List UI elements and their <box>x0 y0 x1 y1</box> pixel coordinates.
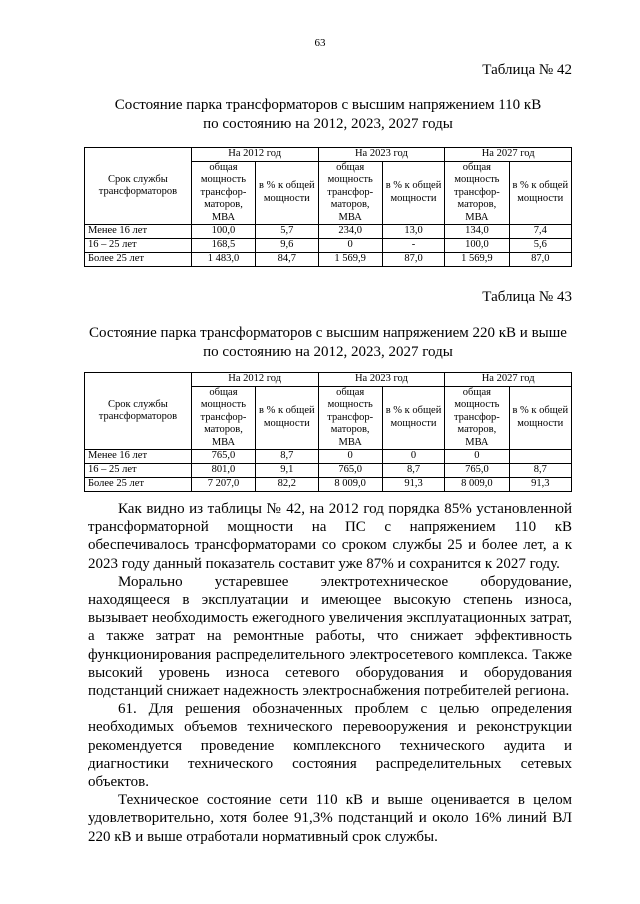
table-cell: 8,7 <box>509 464 571 478</box>
table-cell: 1 483,0 <box>191 253 255 267</box>
subheader-percent: в % к общей мощности <box>509 386 571 450</box>
table-row <box>85 225 572 239</box>
table-cell: 765,0 <box>191 450 255 464</box>
table-row <box>85 450 572 464</box>
page-number: 63 <box>314 37 326 49</box>
row-label: 16 – 25 лет <box>85 239 192 253</box>
table-43-label: Таблица № 43 <box>482 289 572 305</box>
table-cell: 0 <box>382 450 444 464</box>
column-header-2027: На 2027 год <box>445 148 572 162</box>
table-cell: 100,0 <box>445 239 509 253</box>
table-cell: 7 207,0 <box>191 478 255 492</box>
paragraph: Морально устаревшее электротехническое оборудование, находящееся в эксплуатации и имеющее высокую степень износа, вызывает необходимость ежегодного увеличения эксплуатационных затрат, а также затрат на ремонтные работы, что снижает эффективность функционирования распределительного электросетевого комплекса. Также высокий уровень износа сетевого оборудования и оборудования подстанций снижает надежность электроснабжения потребителей региона. <box>88 573 572 700</box>
row-label: Более 25 лет <box>85 253 192 267</box>
table-cell: 801,0 <box>191 464 255 478</box>
table-43 <box>84 372 572 492</box>
subheader-capacity: общая мощность трансфор- маторов, МВА <box>191 386 255 450</box>
paragraph: Техническое состояние сети 110 кВ и выше оценивается в целом удовлетворительно, хотя более 91,3% подстанций и около 16% линий ВЛ 220 кВ и выше отработали нормативный срок службы. <box>88 792 572 845</box>
column-header-term: Срок службы трансформаторов <box>85 148 192 225</box>
table-cell: 168,5 <box>191 239 255 253</box>
table-cell: 0 <box>318 239 382 253</box>
column-header-2027: На 2027 год <box>445 373 572 387</box>
table-cell: 0 <box>445 450 509 464</box>
table-42 <box>84 147 572 267</box>
column-header-2012: На 2012 год <box>191 148 318 162</box>
subheader-capacity: общая мощность трансфор- маторов, МВА <box>445 161 509 225</box>
table-cell: 82,2 <box>256 478 318 492</box>
table-row <box>85 253 572 267</box>
table-cell: 87,0 <box>382 253 444 267</box>
row-label: Более 25 лет <box>85 478 192 492</box>
column-header-term: Срок службы трансформаторов <box>85 373 192 450</box>
table-cell: 134,0 <box>445 225 509 239</box>
subheader-capacity: общая мощность трансфор- маторов, МВА <box>191 161 255 225</box>
row-label: 16 – 25 лет <box>85 464 192 478</box>
table-42-label: Таблица № 42 <box>482 62 572 78</box>
table-42-title-line1: Состояние парка трансформаторов с высшим напряжением 110 кВ <box>114 97 542 113</box>
table-cell: - <box>382 239 444 253</box>
table-cell: 8,7 <box>382 464 444 478</box>
table-cell: 91,3 <box>382 478 444 492</box>
table-row <box>85 239 572 253</box>
table-cell: 234,0 <box>318 225 382 239</box>
subheader-percent: в % к общей мощности <box>509 161 571 225</box>
table-header-row <box>85 148 572 162</box>
table-cell: 9,1 <box>256 464 318 478</box>
paragraph: Как видно из таблицы № 42, на 2012 год порядка 85% установленной трансформаторной мощности на ПС с напряжением 110 кВ обеспечивалось трансформаторами со сроком службы 25 и более лет, а к 2023 году данный показатель составит уже 87% и сохранится к 2027 году. <box>88 501 572 572</box>
column-header-2023: На 2023 год <box>318 148 445 162</box>
subheader-percent: в % к общей мощности <box>256 161 318 225</box>
table-cell: 5,7 <box>256 225 318 239</box>
paragraph: 61. Для решения обозначенных проблем с целью определения необходимых объемов технического перевооружения и реконструкции рекомендуется проведение комплексного технического аудита и диагностики технического состояния распределительных сетевых объектов. <box>88 701 572 791</box>
subheader-capacity: общая мощность трансфор- маторов, МВА <box>445 386 509 450</box>
table-43-title <box>78 324 578 362</box>
table-42-title <box>78 96 578 134</box>
table-cell: 84,7 <box>256 253 318 267</box>
subheader-percent: в % к общей мощности <box>256 386 318 450</box>
table-cell: 7,4 <box>509 225 571 239</box>
table-cell: 8,7 <box>256 450 318 464</box>
table-cell: 91,3 <box>509 478 571 492</box>
table-cell: 8 009,0 <box>318 478 382 492</box>
table-cell: 1 569,9 <box>318 253 382 267</box>
table-header-row <box>85 373 572 387</box>
table-cell: 765,0 <box>318 464 382 478</box>
subheader-percent: в % к общей мощности <box>382 161 444 225</box>
table-cell: 8 009,0 <box>445 478 509 492</box>
table-43-title-line2: по состоянию на 2012, 2023, 2027 годы <box>203 344 453 360</box>
table-cell: 13,0 <box>382 225 444 239</box>
table-row <box>85 478 572 492</box>
column-header-2023: На 2023 год <box>318 373 445 387</box>
table-cell: 1 569,9 <box>445 253 509 267</box>
subheader-capacity: общая мощность трансфор- маторов, МВА <box>318 386 382 450</box>
row-label: Менее 16 лет <box>85 450 192 464</box>
body-text <box>88 500 572 846</box>
table-cell: 0 <box>318 450 382 464</box>
table-cell <box>509 450 571 464</box>
table-43-title-line1: Состояние парка трансформаторов с высшим напряжением 220 кВ и выше <box>89 325 567 341</box>
subheader-capacity: общая мощность трансфор- маторов, МВА <box>318 161 382 225</box>
table-42-title-line2: по состоянию на 2012, 2023, 2027 годы <box>203 116 453 132</box>
table-cell: 87,0 <box>509 253 571 267</box>
table-row <box>85 464 572 478</box>
table-cell: 765,0 <box>445 464 509 478</box>
table-cell: 100,0 <box>191 225 255 239</box>
table-cell: 9,6 <box>256 239 318 253</box>
row-label: Менее 16 лет <box>85 225 192 239</box>
subheader-percent: в % к общей мощности <box>382 386 444 450</box>
column-header-2012: На 2012 год <box>191 373 318 387</box>
table-cell: 5,6 <box>509 239 571 253</box>
